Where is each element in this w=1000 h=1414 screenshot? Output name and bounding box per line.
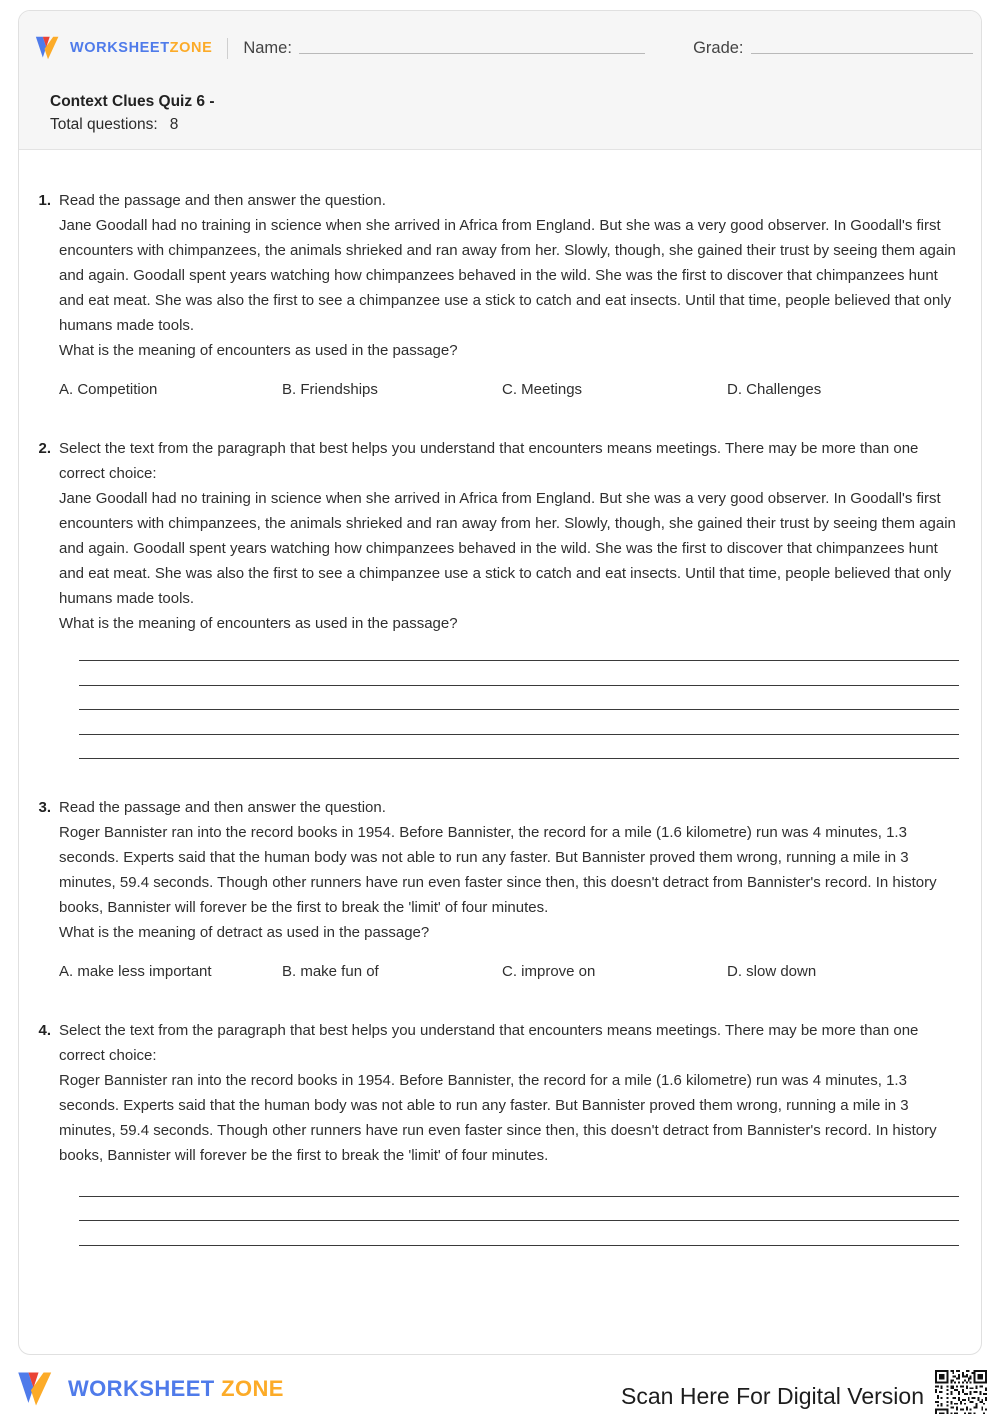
brand-name-footer — [68, 1376, 284, 1402]
name-input-line[interactable] — [299, 53, 645, 54]
grade-label: Grade: — [693, 38, 744, 57]
question-4-passage: Roger Bannister ran into the record books in 1954. Before Bannister, the record for a mile (1.6 kilometre) run was 4 minutes, 1.3 seconds. Experts said that the human body was not able to run any faster. But Bannister proved them wrong, running a mile in 3 minutes, 59.4 seconds. Though other runners have run even faster since then, this doesn't detract from Bannister's record. In history books, Bannister will forever be the first to break the 'limit' of four minutes. — [59, 1071, 937, 1164]
header-divider — [227, 38, 228, 59]
worksheet-zone-logo-icon — [33, 35, 63, 61]
header-identity-row — [33, 31, 973, 65]
brand-logo-header — [33, 35, 212, 61]
answer-line[interactable] — [79, 1220, 959, 1221]
question-1-passage: Jane Goodall had no training in science when she arrived in Africa from England. But she was a very good observer. In Goodall's first encounters with chimpanzees, the animals shrieked and ran away from her. Slowly, though, she gained their trust by seeing them again and again. Goodall spent years watching how chimpanzees behaved in the wild. She was the first to discover that chimpanzees hunt and eat meat. She was also the first to see a chimpanzee use a stick to catch and eat insects. Until that time, people believed that only humans made tools. — [59, 217, 956, 334]
questions-container — [19, 151, 981, 1269]
scan-section — [621, 1365, 992, 1414]
question-1-option-c[interactable]: C. Meetings — [502, 381, 583, 398]
question-3-number: 3. — [38, 798, 51, 816]
answer-line[interactable] — [79, 1196, 959, 1197]
brand-name-header — [70, 40, 212, 56]
answer-line[interactable] — [79, 734, 959, 735]
question-3-option-a[interactable]: A. make less important — [59, 962, 212, 980]
qr-code-icon[interactable] — [930, 1365, 992, 1414]
answer-line[interactable] — [79, 660, 959, 661]
total-questions-value: 8 — [169, 116, 179, 133]
quiz-title: Context Clues Quiz 6 - — [50, 93, 215, 110]
worksheet-card — [18, 10, 982, 1355]
question-1-option-d[interactable]: D. Challenges — [727, 381, 822, 398]
worksheet-title-block — [50, 91, 215, 137]
question-1-options — [59, 379, 963, 401]
grade-input-line[interactable] — [751, 53, 974, 54]
answer-line[interactable] — [79, 709, 959, 710]
question-3-option-c[interactable]: C. improve on — [502, 962, 596, 980]
worksheet-zone-logo-icon — [14, 1370, 58, 1408]
scan-label: Scan Here For Digital Version — [621, 1382, 924, 1409]
total-questions-label: Total questions: — [50, 116, 158, 133]
brand-name-part1: WORKSHEET — [68, 1375, 215, 1401]
brand-logo-footer — [14, 1370, 284, 1408]
question-1-option-b[interactable]: B. Friendships — [282, 381, 378, 398]
question-3-question: What is the meaning of detract as used in the passage? — [59, 923, 430, 941]
answer-line[interactable] — [79, 1245, 959, 1246]
question-2-body — [59, 436, 981, 783]
brand-name-part2: ZONE — [221, 1375, 284, 1401]
question-3 — [19, 795, 981, 983]
question-3-body — [59, 795, 981, 983]
question-4 — [19, 1018, 981, 1270]
question-2-answer-lines — [59, 660, 963, 759]
brand-name-part1: WORKSHEET — [70, 40, 170, 56]
question-1-option-a[interactable]: A. Competition — [59, 381, 158, 398]
question-2-prompt: Select the text from the paragraph that best helps you understand that encounters means meetings. There may be more than one correct choice: — [59, 440, 919, 482]
question-1-prompt: Read the passage and then answer the question. — [59, 192, 386, 209]
answer-line[interactable] — [79, 685, 959, 686]
question-1-body — [59, 188, 981, 401]
question-4-prompt: Select the text from the paragraph that best helps you understand that encounters means meetings. There may be more than one correct choice: — [59, 1021, 919, 1064]
question-4-body — [59, 1018, 981, 1270]
question-3-passage: Roger Bannister ran into the record books in 1954. Before Bannister, the record for a mile (1.6 kilometre) run was 4 minutes, 1.3 seconds. Experts said that the human body was not able to run any faster. But Bannister proved them wrong, running a mile in 3 minutes, 59.4 seconds. Though other runners have run even faster since then, this doesn't detract from Bannister's record. In history books, Bannister will forever be the first to break the 'limit' of four minutes. — [59, 823, 937, 916]
brand-name-part2: ZONE — [169, 40, 213, 56]
worksheet-footer — [0, 1363, 1000, 1414]
question-3-prompt: Read the passage and then answer the question. — [59, 798, 386, 816]
name-label: Name: — [243, 38, 292, 57]
question-2-passage: Jane Goodall had no training in science when she arrived in Africa from England. But she was a very good observer. In Goodall's first encounters with chimpanzees, the animals shrieked and ran away from her. Slowly, though, she gained their trust by seeing them again and again. Goodall spent years watching how chimpanzees behaved in the wild. She was the first to discover that chimpanzees hunt and eat meat. She was also the first to see a chimpanzee use a stick to catch and eat insects. Until that time, people believed that only humans made tools. — [59, 490, 956, 607]
total-questions-row — [50, 113, 215, 137]
worksheet-header — [19, 11, 981, 150]
question-2 — [19, 436, 981, 783]
question-4-number: 4. — [38, 1021, 51, 1039]
question-4-answer-lines — [59, 1196, 963, 1246]
answer-line[interactable] — [79, 758, 959, 759]
question-2-question: What is the meaning of encounters as used in the passage? — [59, 615, 458, 632]
question-2-number: 2. — [38, 440, 51, 457]
question-3-option-d[interactable]: D. slow down — [727, 962, 817, 980]
question-3-option-b[interactable]: B. make fun of — [282, 962, 379, 980]
question-1-question: What is the meaning of encounters as used in the passage? — [59, 342, 458, 359]
question-3-options — [59, 961, 963, 983]
question-1 — [19, 188, 981, 401]
question-1-number: 1. — [38, 192, 51, 209]
